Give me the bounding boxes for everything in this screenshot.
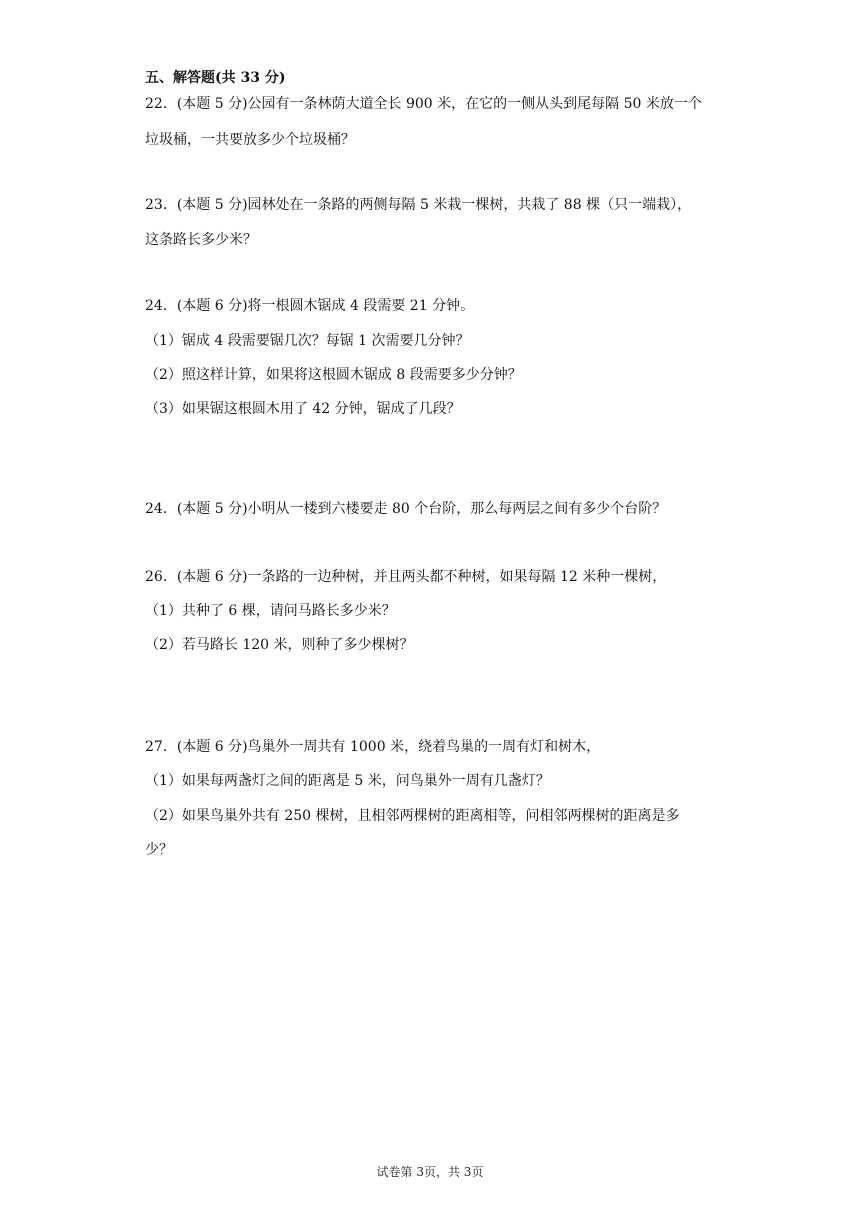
question-27-subquestion-2: （2）如果鸟巢外共有 250 棵树，且相邻两棵树的距离相等，问相邻两棵树的距离是多 <box>145 808 680 824</box>
section-title: 五、解答题(共 33 分) <box>145 70 286 86</box>
question-24b-line-1: 24．(本题 5 分)小明从一楼到六楼要走 80 个台阶，那么每两层之间有多少个台阶？ <box>145 501 667 517</box>
question-26-line-1: 26．(本题 6 分)一条路的一边种树，并且两头都不种树，如果每隔 12 米种一棵树， <box>145 569 667 585</box>
page-footer: 试卷第 3页，共 3页 <box>376 1165 484 1179</box>
question-24a-subquestion-2: （2）照这样计算，如果将这根圆木锯成 8 段需要多少分钟？ <box>145 367 522 383</box>
question-22-line-1: 22．(本题 5 分)公园有一条林荫大道全长 900 米，在它的一侧从头到尾每隔 50 米放一个 <box>145 96 702 112</box>
question-24a-line-1: 24．(本题 6 分)将一根圆木锯成 4 段需要 21 分钟。 <box>145 298 475 314</box>
question-23-line-1: 23．(本题 5 分)园林处在一条路的两侧每隔 5 米栽一棵树，共栽了 88 棵（只一端栽）， <box>145 197 692 213</box>
question-26-subquestion-2: （2）若马路长 120 米，则种了多少棵树？ <box>145 637 414 653</box>
question-26-subquestion-1: （1）共种了 6 棵，请问马路长多少米？ <box>145 603 396 619</box>
question-27-line-1: 27．(本题 6 分)鸟巢外一周共有 1000 米，绕着鸟巢的一周有灯和树木， <box>145 739 601 755</box>
question-24a-subquestion-3: （3）如果锯这根圆木用了 42 分钟，锯成了几段？ <box>145 401 461 417</box>
question-24a-subquestion-1: （1）锯成 4 段需要锯几次？每锯 1 次需要几分钟？ <box>145 333 470 349</box>
question-27-subquestion-2-cont: 少？ <box>145 842 173 858</box>
question-27-subquestion-1: （1）如果每两盏灯之间的距离是 5 米，问鸟巢外一周有几盏灯？ <box>145 773 550 789</box>
question-22-line-2: 垃圾桶，一共要放多少个垃圾桶？ <box>145 132 355 148</box>
question-23-line-2: 这条路长多少米？ <box>145 232 257 248</box>
